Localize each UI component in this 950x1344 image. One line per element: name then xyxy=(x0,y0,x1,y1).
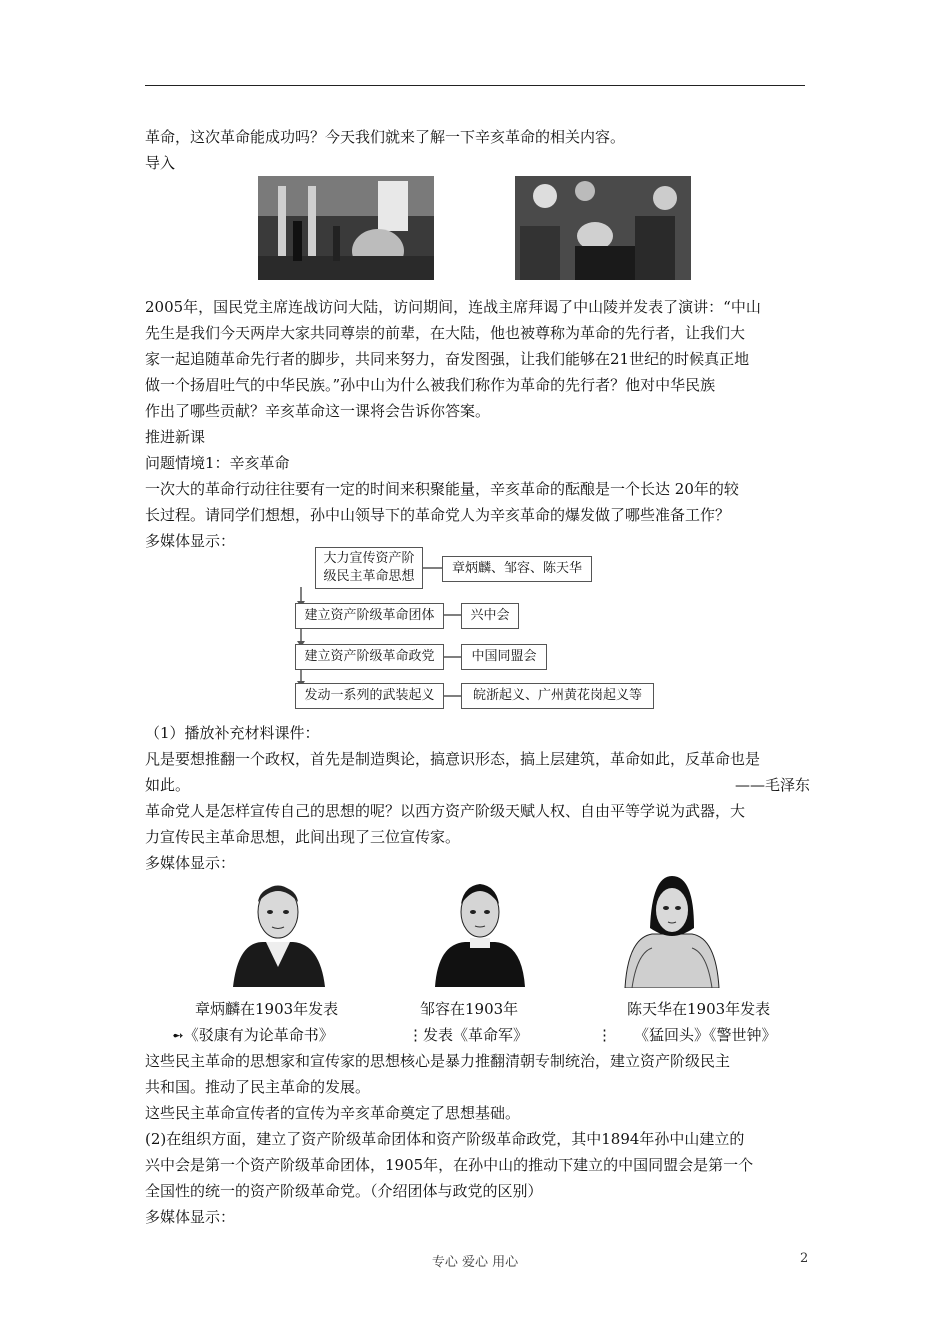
text-line: 这些民主革命的思想家和宣传家的思想核心是暴力推翻清朝专制统治，建立资产阶级民主 xyxy=(145,1052,731,1070)
quote-line: 如此。 xyxy=(145,776,191,794)
section-heading-new-lesson: 推进新课 xyxy=(145,428,206,446)
flow-step-4: 发动一系列的武装起义 xyxy=(295,683,444,709)
dotted-marker-icon: ⋮ xyxy=(597,1026,612,1044)
flow-step-1: 大力宣传资产阶 级民主革命思想 xyxy=(315,547,423,589)
flow-step-2-detail: 兴中会 xyxy=(461,603,519,629)
text-line: 革命党人是怎样宣传自己的思想的呢？以西方资产阶级天赋人权、自由平等学说为武器，大 xyxy=(145,802,746,820)
flow-step-1-detail: 章炳麟、邹容、陈天华 xyxy=(442,556,592,582)
dotted-marker-icon: ⋮ xyxy=(408,1026,423,1044)
flow-step-2: 建立资产阶级革命团体 xyxy=(295,603,444,629)
text-line: 这些民主革命宣传者的宣传为辛亥革命奠定了思想基础。 xyxy=(145,1104,521,1122)
portrait-caption-2-line2: ⋮发表《革命军》 xyxy=(408,1026,529,1044)
portrait-caption-2-line1: 邹容在1903年 xyxy=(420,1000,519,1018)
text-line: 共和国。推动了民主革命的发展。 xyxy=(145,1078,371,1096)
text-line: 做一个扬眉吐气的中华民族。”孙中山为什么被我们称作为革命的先行者？他对中华民族 xyxy=(145,376,716,394)
portrait-caption-1-line2: ➻《驳康有为论革命书》 xyxy=(172,1026,334,1044)
text-line: 一次大的革命行动往往要有一定的时间来积聚能量，辛亥革命的酝酿是一个长达 20年的较 xyxy=(145,480,739,498)
portrait-zou-rong xyxy=(430,872,530,987)
portrait-caption-3-line2: ⋮ 《猛回头》《警世钟》 xyxy=(597,1026,777,1044)
text-line: 2005年，国民党主席连战访问大陆，访问期间，连战主席拜谒了中山陵并发表了演讲：“中山 xyxy=(145,298,761,316)
photo-mausoleum-visit xyxy=(258,176,434,280)
flowchart xyxy=(295,543,660,713)
text-line: 作出了哪些贡献？辛亥革命这一课将会告诉你答案。 xyxy=(145,402,491,420)
page-footer: 专心 爱心 用心 xyxy=(431,1255,519,1270)
text-line: 兴中会是第一个资产阶级革命团体，1905年，在孙中山的推动下建立的中国同盟会是第一个 xyxy=(145,1156,754,1174)
photo-bowing-ceremony xyxy=(515,176,691,280)
portrait-chen-tianhua xyxy=(622,868,722,988)
text-line: 全国性的统一的资产阶级革命党。（介绍团体与政党的区别） xyxy=(145,1182,543,1200)
flow-step-4-detail: 皖浙起义、广州黄花岗起义等 xyxy=(461,683,654,709)
text-line: 长过程。请同学们想想，孙中山领导下的革命党人为辛亥革命的爆发做了哪些准备工作？ xyxy=(145,506,731,524)
text-line: 多媒体显示： xyxy=(145,1208,236,1226)
text-line: 多媒体显示： xyxy=(145,854,236,872)
page-number: 2 xyxy=(800,1251,809,1266)
text-line: 革命，这次革命能成功吗？今天我们就来了解一下辛亥革命的相关内容。 xyxy=(145,128,626,146)
quote-line: 凡是要想推翻一个政权，首先是制造舆论，搞意识形态，搞上层建筑，革命如此，反革命也是 xyxy=(145,750,761,768)
portrait-caption-3-line1: 陈天华在1903年发表 xyxy=(627,1000,771,1018)
flow-step-3-detail: 中国同盟会 xyxy=(461,644,547,670)
text-line: 先生是我们今天两岸大家共同尊崇的前辈，在大陆，他也被尊称为革命的先行者，让我们大 xyxy=(145,324,746,342)
quote-attribution: ——毛泽东 xyxy=(734,776,810,794)
text-line: 多媒体显示： xyxy=(145,532,236,550)
text-line: 家一起追随革命先行者的脚步，共同来努力，奋发图强，让我们能够在21世纪的时候真正地 xyxy=(145,350,750,368)
section-heading-scenario: 问题情境1：辛亥革命 xyxy=(145,454,290,472)
flow-step-3: 建立资产阶级革命政党 xyxy=(295,644,444,670)
portrait-zhang-binglin xyxy=(228,872,328,987)
portrait-caption-1-line1: 章炳麟在1903年发表 xyxy=(195,1000,339,1018)
section-heading-intro: 导入 xyxy=(145,154,176,172)
text-line: （1）播放补充材料课件： xyxy=(145,724,320,742)
text-line: 力宣传民主革命思想，此间出现了三位宣传家。 xyxy=(145,828,461,846)
arrow-icon: ➻ xyxy=(172,1028,184,1044)
header-rule xyxy=(145,85,805,86)
text-line: (2)在组织方面，建立了资产阶级革命团体和资产阶级革命政党，其中1894年孙中山建立的 xyxy=(145,1130,745,1148)
